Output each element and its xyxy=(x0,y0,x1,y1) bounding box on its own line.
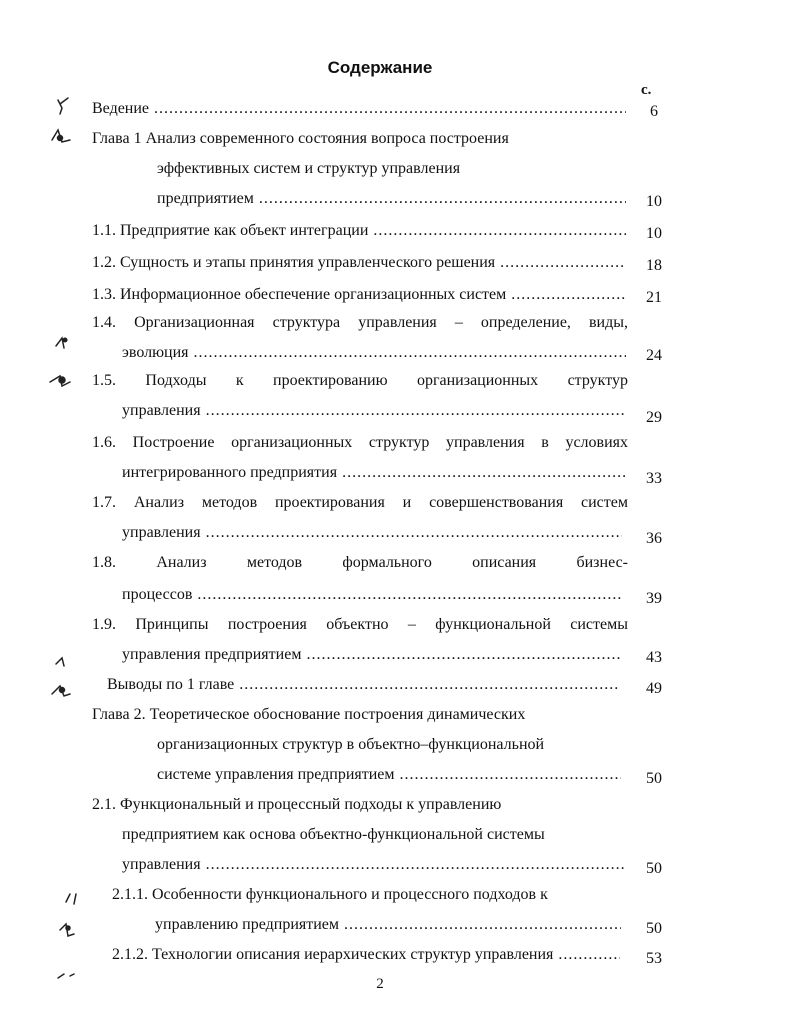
page-footer-number: 2 xyxy=(376,976,384,992)
toc-line: управления ..... xyxy=(122,850,626,880)
toc-page-number: 36 xyxy=(646,530,662,547)
toc-page-number: 29 xyxy=(646,409,662,426)
toc-line: 2.1. Функциональный и процессный подходы к управлению xyxy=(92,796,502,813)
toc-line: 1.8. Анализ методов формального описания бизнес- xyxy=(92,554,628,571)
toc-page-number: 21 xyxy=(646,289,662,306)
toc-line: Ведение ..... xyxy=(92,94,626,124)
toc-page-number: 24 xyxy=(646,347,662,364)
toc-line: Глава 1 Анализ современного состояния вопроса построения xyxy=(92,130,509,147)
toc-line: 2.1.2. Технологии описания иерархических структур управления ..... xyxy=(112,940,620,970)
page-title: Содержание xyxy=(327,58,433,77)
toc-line: 2.1.1. Особенности функционального и процессного подходов к xyxy=(112,886,548,903)
toc-line: 1.9. Принципы построения объектно – функциональной системы xyxy=(92,616,628,633)
toc-line: 1.3. Информационное обеспечение организационных систем ..... xyxy=(92,280,626,310)
toc-line: 1.2. Сущность и этапы принятия управленческого решения ..... xyxy=(92,248,626,278)
toc-line: управления предприятием ..... xyxy=(122,640,622,670)
toc-page-number: 50 xyxy=(646,920,662,937)
toc-line: 1.6. Построение организационных структур управления в условиях xyxy=(92,434,628,451)
toc-page-number: 10 xyxy=(646,193,662,210)
toc-line: Выводы по 1 главе ..... xyxy=(107,670,619,700)
toc-line: предприятием как основа объектно-функциональной системы xyxy=(122,826,545,843)
toc-line: управлению предприятием ..... xyxy=(155,910,621,940)
toc-line: 1.5. Подходы к проектированию организационных структур xyxy=(92,372,628,389)
toc-page-number: 18 xyxy=(646,257,662,274)
toc-line: управления ..... xyxy=(122,518,622,548)
toc-page-number: 49 xyxy=(646,680,662,697)
toc-page-number: 50 xyxy=(646,860,662,877)
toc-line: 1.1. Предприятие как объект интеграции ..... xyxy=(92,216,626,246)
toc-page-number: 43 xyxy=(646,649,662,666)
toc-line: управления ..... xyxy=(122,396,626,426)
toc-page-number: 53 xyxy=(646,950,662,967)
toc-line: 1.7. Анализ методов проектирования и совершенствования систем xyxy=(92,494,628,511)
toc-page-number: 39 xyxy=(646,590,662,607)
toc-line: эволюция ..... xyxy=(122,338,626,368)
scan-margin-marks xyxy=(0,0,110,1023)
toc-line: процессов ..... xyxy=(122,580,622,610)
toc-page-number: 50 xyxy=(646,770,662,787)
toc-line: Глава 2. Теоретическое обоснование построения динамических xyxy=(92,706,526,723)
toc-page-number: 33 xyxy=(646,470,662,487)
toc-line: организационных структур в объектно–функциональной xyxy=(157,736,545,753)
page-column-header: с. xyxy=(641,82,652,98)
toc-line: эффективных систем и структур управления xyxy=(157,160,461,177)
toc-line: системе управления предприятием ..... xyxy=(157,760,621,790)
toc-page-number: 6 xyxy=(650,103,658,120)
toc-line: 1.4. Организационная структура управления – определение, виды, xyxy=(92,314,628,331)
toc-line: интегрированного предприятия ..... xyxy=(122,458,626,488)
toc-line: предприятием ..... xyxy=(157,184,626,214)
toc-page-number: 10 xyxy=(646,225,662,242)
